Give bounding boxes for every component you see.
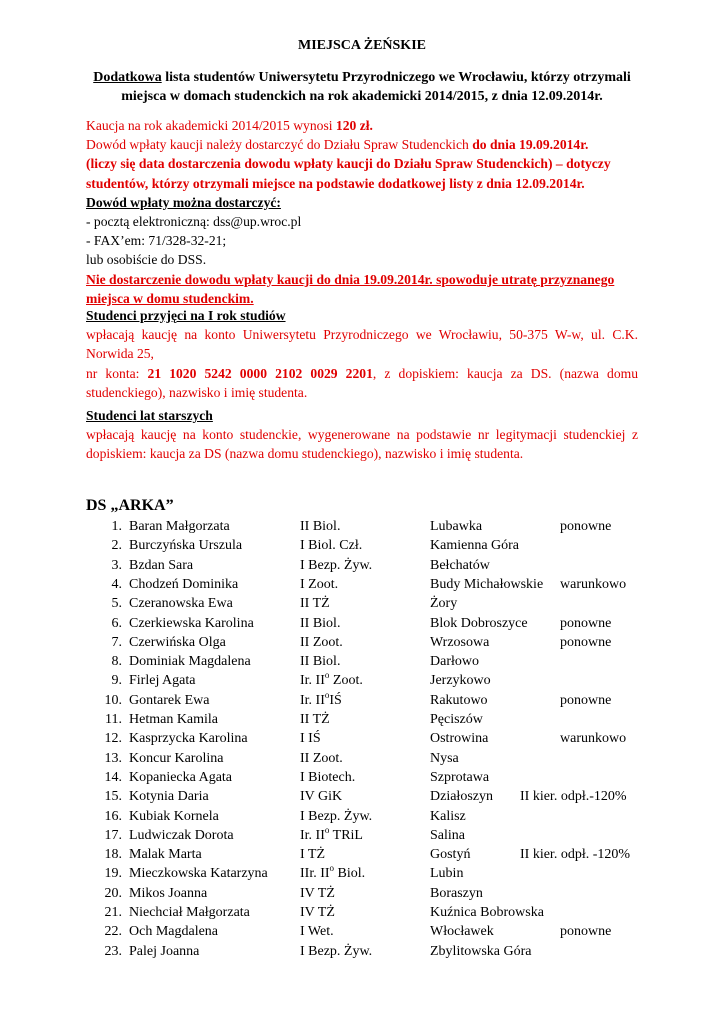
student-number: 11. bbox=[105, 712, 122, 727]
student-name: Gontarek Ewa bbox=[129, 692, 210, 708]
student-row bbox=[0, 807, 724, 826]
student-row bbox=[0, 594, 724, 613]
student-field-of-study: I Zoot. bbox=[300, 576, 339, 592]
student-status-note: warunkowo bbox=[560, 576, 627, 592]
student-field-of-study: II TŻ bbox=[300, 712, 330, 727]
student-status-note: ponowne bbox=[560, 692, 612, 708]
student-hometown: Kamienna Góra bbox=[430, 538, 520, 554]
student-field-of-study: IV TŻ bbox=[300, 885, 335, 901]
student-number: 2. bbox=[111, 538, 122, 554]
field-suffix: Biol. bbox=[334, 866, 366, 882]
student-field-of-study: IV TŻ bbox=[300, 905, 335, 920]
student-name: Ludwiczak Dorota bbox=[129, 827, 234, 843]
account-prefix: nr konta: bbox=[86, 365, 148, 381]
student-row bbox=[0, 922, 724, 941]
student-row bbox=[0, 710, 724, 729]
student-hometown: Kalisz bbox=[430, 808, 466, 824]
delivery-fax: - FAX’em: 71/328-32-21; bbox=[86, 233, 227, 249]
student-field-of-study bbox=[300, 691, 342, 710]
student-hometown: Jerzykowo bbox=[430, 673, 491, 689]
student-row bbox=[0, 787, 724, 806]
student-hometown: Zbylitowska Góra bbox=[430, 943, 532, 959]
student-hometown: Lubin bbox=[430, 866, 464, 882]
page-title: MIEJSCA ŻEŃSKIE bbox=[298, 38, 426, 53]
student-row bbox=[0, 517, 724, 536]
field-suffix: IŚ bbox=[329, 692, 342, 708]
student-number: 9. bbox=[111, 673, 122, 689]
degree-superscript: o bbox=[324, 670, 330, 681]
student-row bbox=[0, 536, 724, 555]
student-hometown: Blok Dobroszyce bbox=[430, 615, 528, 631]
student-field-of-study: I IŚ bbox=[300, 731, 321, 747]
student-field-of-study bbox=[300, 826, 363, 845]
first-year-text: wpłacają kaucję na konto Uniwersytetu Przyrodniczego we Wrocławiu, 50-375 W-w, ul. C.K. Norwida 25, bbox=[86, 327, 638, 362]
student-field-of-study: II Biol. bbox=[300, 519, 341, 534]
student-number: 19. bbox=[104, 866, 122, 882]
student-number: 4. bbox=[111, 576, 122, 592]
student-number: 5. bbox=[111, 596, 122, 612]
list-subtitle bbox=[60, 68, 664, 106]
field-suffix: Zoot. bbox=[329, 673, 363, 689]
first-year-section bbox=[86, 306, 638, 402]
student-row bbox=[0, 614, 724, 633]
student-field-of-study: I Biotech. bbox=[300, 769, 356, 785]
first-year-account-line bbox=[86, 364, 638, 402]
student-name: Kopaniecka Agata bbox=[129, 769, 233, 785]
student-hometown: Darłowo bbox=[430, 654, 479, 670]
student-hometown: Pęciszów bbox=[430, 712, 483, 727]
student-field-of-study: I Biol. Czł. bbox=[300, 538, 363, 554]
field-suffix: TRiL bbox=[329, 827, 363, 843]
student-row bbox=[0, 826, 724, 845]
student-hometown: Nysa bbox=[430, 750, 459, 766]
student-name: Palej Joanna bbox=[129, 943, 200, 959]
student-row bbox=[0, 691, 724, 710]
student-name: Czerwińska Olga bbox=[129, 634, 226, 650]
student-name: Koncur Karolina bbox=[129, 750, 224, 766]
student-field-of-study: I Bezp. Żyw. bbox=[300, 808, 373, 824]
student-name: Czeranowska Ewa bbox=[129, 596, 233, 612]
student-name: Bzdan Sara bbox=[129, 557, 194, 573]
student-name: Hetman Kamila bbox=[129, 712, 219, 727]
student-number: 15. bbox=[104, 789, 122, 805]
student-hometown: Ostrowina bbox=[430, 731, 489, 747]
student-hometown: Rakutowo bbox=[430, 692, 488, 708]
deposit-deadline-line bbox=[86, 135, 638, 154]
student-number: 12. bbox=[104, 731, 122, 747]
student-name: Kubiak Kornela bbox=[129, 808, 219, 824]
bank-account-number: 21 1020 5242 0000 2102 0029 2201 bbox=[147, 365, 373, 381]
student-number: 3. bbox=[111, 557, 122, 573]
student-field-of-study: II TŻ bbox=[300, 596, 330, 612]
student-status-note: II kier. odpł. -120% bbox=[520, 847, 631, 863]
deposit-info bbox=[86, 116, 638, 308]
student-row bbox=[0, 903, 724, 922]
older-years-section bbox=[86, 406, 638, 464]
student-field-of-study: IV GiK bbox=[300, 789, 343, 805]
deposit-deadline-date: do dnia 19.09.2014r. bbox=[472, 137, 589, 153]
student-row bbox=[0, 729, 724, 748]
student-field-of-study bbox=[300, 671, 363, 690]
older-years-text: wpłacają kaucję na konto studenckie, wygenerowane na podstawie nr legitymacji studenckiej z dopiskiem: kaucja za DS (nazwa domu studenckiego), nazwisko i imię studenta. bbox=[86, 427, 638, 462]
student-name: Kotynia Daria bbox=[129, 789, 209, 805]
student-number: 10. bbox=[104, 692, 122, 708]
student-number: 22. bbox=[104, 924, 122, 940]
student-row bbox=[0, 556, 724, 575]
student-status-note: warunkowo bbox=[560, 731, 627, 747]
student-number: 6. bbox=[111, 615, 122, 631]
student-number: 16. bbox=[104, 808, 122, 824]
student-field-of-study: II Biol. bbox=[300, 615, 341, 631]
deposit-amount-line bbox=[86, 116, 638, 135]
student-number: 23. bbox=[104, 943, 122, 959]
student-number: 1. bbox=[111, 519, 122, 534]
student-hometown: Salina bbox=[430, 827, 465, 843]
student-name: Burczyńska Urszula bbox=[129, 538, 243, 554]
delivery-personal: lub osobiście do DSS. bbox=[86, 252, 207, 268]
student-row bbox=[0, 864, 724, 883]
student-hometown: Włocławek bbox=[430, 924, 494, 940]
student-hometown: Lubawka bbox=[430, 519, 483, 534]
student-name: Mieczkowska Katarzyna bbox=[129, 866, 268, 882]
student-name: Firlej Agata bbox=[129, 673, 196, 689]
delivery-heading: Dowód wpłaty można dostarczyć: bbox=[86, 194, 281, 210]
student-status-note: ponowne bbox=[560, 615, 612, 631]
student-hometown: Bełchatów bbox=[430, 557, 490, 573]
student-hometown: Żory bbox=[430, 596, 458, 612]
student-row bbox=[0, 652, 724, 671]
student-hometown: Szprotawa bbox=[430, 769, 490, 785]
degree-superscript: o bbox=[324, 689, 330, 700]
student-field-of-study: I Bezp. Żyw. bbox=[300, 557, 373, 573]
student-name: Chodzeń Dominika bbox=[129, 576, 239, 592]
student-hometown: Budy Michałowskie bbox=[430, 576, 544, 592]
student-field-of-study: I TŻ bbox=[300, 847, 326, 863]
student-name: Dominiak Magdalena bbox=[129, 654, 251, 670]
deposit-deadline-text: Dowód wpłaty kaucji należy dostarczyć do Działu Spraw Studenckich bbox=[86, 137, 473, 153]
student-row bbox=[0, 575, 724, 594]
student-row bbox=[0, 884, 724, 903]
student-number: 18. bbox=[104, 847, 122, 863]
student-number: 13. bbox=[104, 750, 122, 766]
student-field-of-study: II Biol. bbox=[300, 654, 341, 670]
deposit-note: (liczy się data dostarczenia dowodu wpłaty kaucji do Działu Spraw Studenckich) – dotyczy studentów, którzy otrzymali miejsce na podstawie dodatkowej listy z dnia 12.09.2014r. bbox=[86, 156, 611, 191]
student-status-note: ponowne bbox=[560, 519, 612, 534]
student-field-of-study: II Zoot. bbox=[300, 750, 343, 766]
deposit-warning: Nie dostarczenie dowodu wpłaty kaucji do dnia 19.09.2014r. spowoduje utratę przyznanego miejsca w domu studenckim. bbox=[86, 271, 615, 306]
student-status-note: II kier. odpł.-120% bbox=[520, 789, 627, 805]
student-field-of-study: I Bezp. Żyw. bbox=[300, 943, 373, 959]
student-field-of-study: II Zoot. bbox=[300, 634, 343, 650]
student-name: Mikos Joanna bbox=[129, 885, 208, 901]
degree-superscript: o bbox=[324, 824, 330, 835]
student-field-of-study: I Wet. bbox=[300, 924, 334, 940]
student-number: 20. bbox=[104, 885, 122, 901]
delivery-email: - pocztą elektroniczną: dss@up.wroc.pl bbox=[86, 214, 302, 230]
student-row bbox=[0, 671, 724, 690]
field-prefix: Ir. II bbox=[300, 827, 325, 843]
account-suffix: , z dopiskiem: kaucja za DS. (nazwa domu studenckiego), nazwisko i imię studenta. bbox=[86, 365, 638, 400]
student-hometown: Wrzosowa bbox=[430, 634, 490, 650]
student-hometown: Kuźnica Bobrowska bbox=[430, 905, 544, 920]
student-number: 7. bbox=[111, 634, 122, 650]
field-prefix: Ir. II bbox=[300, 692, 325, 708]
student-status-note: ponowne bbox=[560, 924, 612, 940]
student-number: 17. bbox=[104, 827, 122, 843]
student-name: Niechciał Małgorzata bbox=[129, 905, 250, 920]
student-row bbox=[0, 942, 724, 961]
subtitle-underlined-word: Dodatkowa bbox=[93, 70, 162, 85]
student-name: Czerkiewska Karolina bbox=[129, 615, 254, 631]
deposit-amount-text: Kaucja na rok akademicki 2014/2015 wynosi bbox=[86, 118, 336, 133]
deposit-amount: 120 zł. bbox=[335, 118, 373, 133]
student-name: Och Magdalena bbox=[129, 924, 219, 940]
first-year-heading: Studenci przyjęci na I rok studiów bbox=[86, 308, 286, 323]
student-hometown: Boraszyn bbox=[430, 885, 483, 901]
older-years-heading: Studenci lat starszych bbox=[86, 408, 213, 423]
student-number: 14. bbox=[104, 769, 122, 785]
student-hometown: Działoszyn bbox=[430, 789, 493, 805]
field-prefix: Ir. II bbox=[300, 673, 325, 689]
dormitory-name: DS „ARKA” bbox=[86, 497, 174, 514]
student-number: 8. bbox=[111, 654, 122, 670]
degree-superscript: o bbox=[329, 863, 335, 874]
student-hometown: Gostyń bbox=[430, 847, 471, 863]
student-row bbox=[0, 633, 724, 652]
student-row bbox=[0, 768, 724, 787]
student-field-of-study bbox=[300, 864, 365, 883]
student-row bbox=[0, 749, 724, 768]
subtitle-line1: lista studentów Uniwersytetu Przyrodniczego we Wrocławiu, którzy otrzymali bbox=[161, 70, 631, 85]
student-row bbox=[0, 845, 724, 864]
subtitle-line2: miejsca w domach studenckich na rok akademicki 2014/2015, z dnia 12.09.2014r. bbox=[121, 89, 603, 104]
student-name: Baran Małgorzata bbox=[129, 519, 230, 534]
student-number: 21. bbox=[104, 905, 122, 920]
field-prefix: IIr. II bbox=[300, 866, 330, 882]
student-status-note: ponowne bbox=[560, 634, 612, 650]
student-name: Malak Marta bbox=[129, 847, 202, 863]
student-name: Kasprzycka Karolina bbox=[129, 731, 248, 747]
